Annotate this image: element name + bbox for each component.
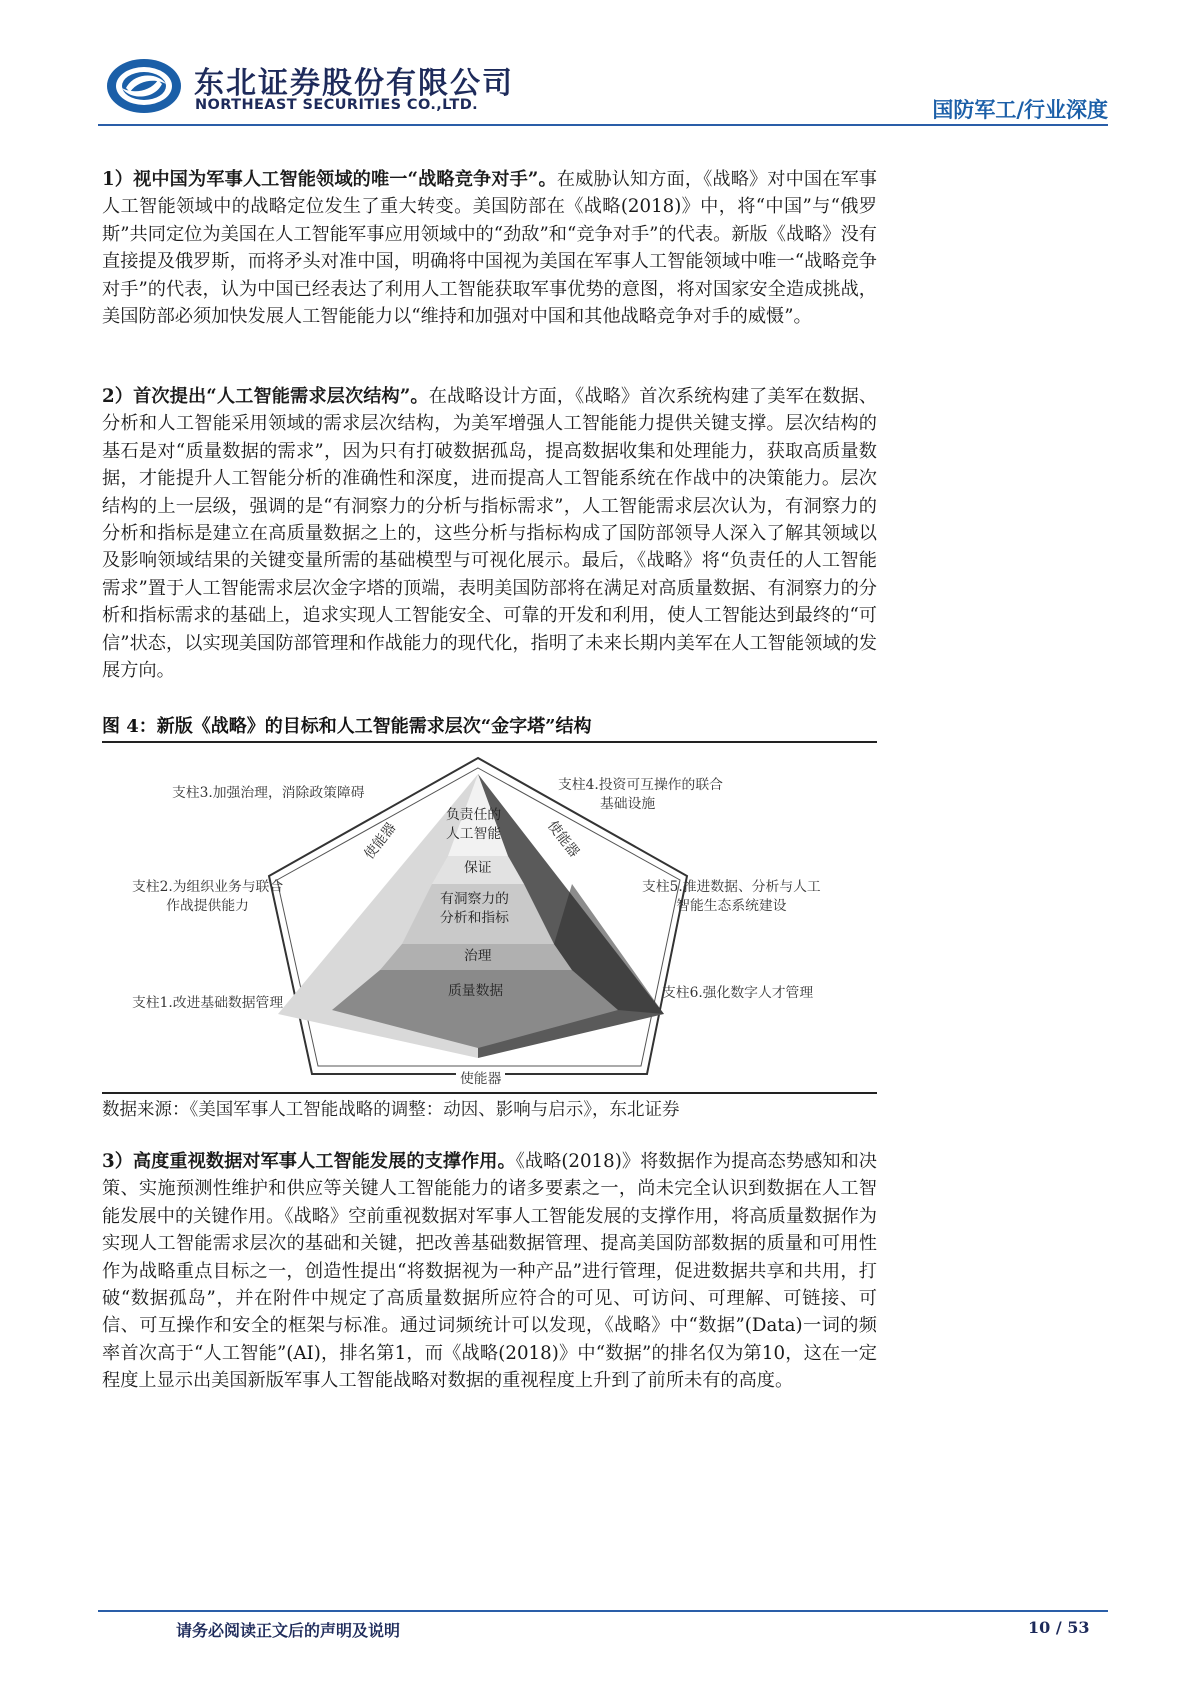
layer-governance-label: 治理	[464, 948, 492, 964]
layer-assurance-label: 保证	[464, 860, 492, 876]
pillar-2-line-2: 作战提供能力	[166, 898, 249, 914]
company-name-en: NORTHEAST SECURITIES CO.,LTD.	[195, 97, 479, 113]
pillar-5-label	[642, 878, 821, 916]
report-category: 国防军工/行业深度	[932, 98, 1108, 122]
figure-title: 图 4：新版《战略》的目标和人工智能需求层次“金字塔”结构	[102, 716, 592, 737]
header-divider	[98, 124, 1108, 126]
layer-quality-data-label: 质量数据	[448, 983, 504, 999]
pillar-1-label: 支柱1.改进基础数据管理	[132, 995, 284, 1011]
pyramid-figure	[102, 744, 877, 1090]
layer-top-line-2: 人工智能	[446, 826, 502, 842]
footer-disclaimer-note: 请务必阅读正文后的声明及说明	[176, 1621, 401, 1640]
layer-insight-line-1: 有洞察力的	[440, 891, 509, 907]
enabler-right-label: 使能器	[544, 817, 583, 861]
paragraph-1-text: 在威胁认知方面，《战略》对中国在军事人工智能领域中的战略定位发生了重大转变。美国防部在《战略(2018)》中，将“中国”与“俄罗斯”共同定位为美国在人工智能军事应用领域中的“劲敌”和“竞争对手”的代表。新版《战略》没有直接提及俄罗斯，而将矛头对准中国，明确将中国视为美国在军事人工智能领域中唯一“战略竞争对手”的代表，认为中国已经表达了利用人工智能获取军事优势的意图，将对国家安全造成挑战，美国防部必须加快发展人工智能能力以“维持和加强对中国和其他战略竞争对手的威慑”。	[102, 169, 877, 328]
paragraph-3-lead: 3）高度重视数据对军事人工智能发展的支撑作用。	[102, 1151, 516, 1172]
figure-top-rule	[102, 741, 877, 743]
layer-top-line-1: 负责任的	[446, 807, 502, 823]
paragraph-1-lead: 1）视中国为军事人工智能领域的唯一“战略竞争对手”。	[102, 169, 557, 190]
layer-insight-line-2: 分析和指标	[440, 910, 509, 926]
pillar-4-line-2: 基础设施	[600, 796, 656, 812]
pillar-3-label: 支柱3.加强治理，消除政策障碍	[172, 785, 365, 801]
layer-insight-label	[440, 890, 509, 928]
pillar-4-line-1: 支柱4.投资可互操作的联合	[558, 777, 723, 793]
paragraph-2-lead: 2）首次提出“人工智能需求层次结构”。	[102, 386, 429, 407]
layer-responsible-ai-label	[446, 806, 501, 844]
figure-source: 数据来源：《美国军事人工智能战略的调整：动因、影响与启示》，东北证券	[102, 1100, 680, 1120]
enabler-left-label: 使能器	[361, 819, 400, 863]
paragraph-1	[102, 166, 877, 330]
enabler-bottom-label: 使能器	[456, 1070, 505, 1089]
pillar-2-label	[132, 878, 283, 916]
page-number: 10 / 53	[1028, 1618, 1090, 1637]
footer-divider	[98, 1610, 1108, 1612]
paragraph-3	[102, 1148, 877, 1395]
company-name-cn: 东北证券股份有限公司	[194, 66, 514, 101]
company-logo-icon	[104, 56, 184, 116]
pillar-4-label	[558, 776, 723, 814]
figure-bottom-rule	[102, 1092, 877, 1094]
pillar-2-line-1: 支柱2.为组织业务与联合	[132, 879, 284, 895]
paragraph-2-text: 在战略设计方面，《战略》首次系统构建了美军在数据、分析和人工智能采用领域的需求层次结构，为美军增强人工智能能力提供关键支撑。层次结构的基石是对“质量数据的需求”，因为只有打破数据孤岛，提高数据收集和处理能力，获取高质量数据，才能提升人工智能分析的准确性和深度，进而提高人工智能系统在作战中的决策能力。层次结构的上一层级，强调的是“有洞察力的分析与指标需求”，人工智能需求层次认为，有洞察力的分析和指标是建立在高质量数据之上的，这些分析与指标构成了国防部领导人深入了解其领域以及影响领域结果的关键变量所需的基础模型与可视化展示。最后，《战略》将“负责任的人工智能需求”置于人工智能需求层次金字塔的顶端，表明美国防部将在满足对高质量数据、有洞察力的分析和指标需求的基础上，追求实现人工智能安全、可靠的开发和利用，使人工智能达到最终的“可信”状态，以实现美国防部管理和作战能力的现代化，指明了未来长期内美军在人工智能领域的发展方向。	[102, 386, 878, 682]
pillar-5-line-1: 支柱5.推进数据、分析与人工	[642, 879, 821, 895]
pillar-6-label: 支柱6.强化数字人才管理	[662, 985, 814, 1001]
pillar-5-line-2: 智能生态系统建设	[676, 898, 787, 914]
paragraph-2	[102, 383, 877, 684]
paragraph-3-text: 《战略(2018)》将数据作为提高态势感知和决策、实施预测性维护和供应等关键人工智能能力的诸多要素之一，尚未完全认识到数据在人工智能发展中的关键作用。《战略》空前重视数据对军事人工智能发展的支撑作用，将高质量数据作为实现人工智能需求层次的基础和关键，把改善基础数据管理、提高美国防部数据的质量和可用性作为战略重点目标之一，创造性提出“将数据视为一种产品”进行管理，促进数据共享和共用，打破“数据孤岛”，并在附件中规定了高质量数据所应符合的可见、可访问、可理解、可链接、可信、可互操作和安全的框架与标准。通过词频统计可以发现，《战略》中“数据”(Data)一词的频率首次高于“人工智能”(AI)，排名第1，而《战略(2018)》中“数据”的排名仅为第10，这在一定程度上显示出美国新版军事人工智能战略对数据的重视程度上升到了前所未有的高度。	[102, 1151, 877, 1392]
